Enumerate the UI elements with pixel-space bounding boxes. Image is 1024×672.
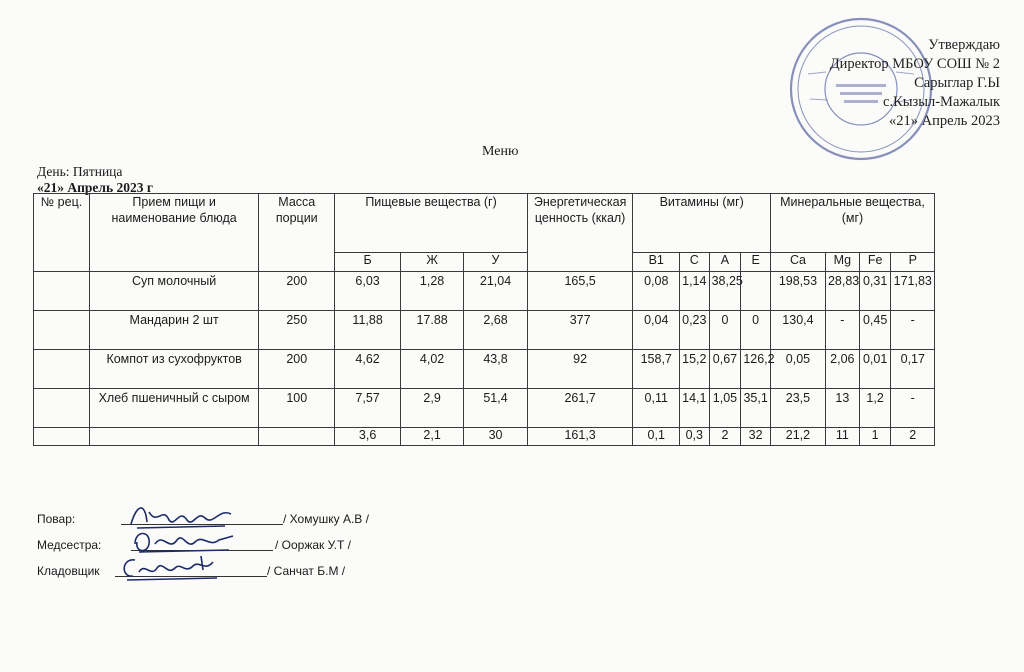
approval-line: Директор МБОУ СОШ № 2 bbox=[829, 56, 1000, 72]
total-mass-cell bbox=[259, 428, 335, 446]
fat-cell: 4,02 bbox=[400, 350, 463, 389]
total-p-cell: 2 bbox=[891, 428, 935, 446]
a-cell: 0,67 bbox=[709, 350, 741, 389]
rec-cell bbox=[34, 389, 90, 428]
table-row bbox=[34, 389, 935, 428]
energy-cell: 261,7 bbox=[527, 389, 633, 428]
signature-name: / Хомушку А.В / bbox=[283, 512, 369, 526]
p-cell: 0,17 bbox=[891, 350, 935, 389]
signature-name: / Санчат Б.М / bbox=[267, 564, 346, 578]
fe-cell: 1,2 bbox=[859, 389, 891, 428]
energy-cell: 377 bbox=[527, 311, 633, 350]
a-cell: 1,05 bbox=[709, 389, 741, 428]
signature-role: Повар: bbox=[37, 512, 76, 526]
fat-cell: 17.88 bbox=[400, 311, 463, 350]
header-row bbox=[34, 194, 935, 253]
ca-cell: 0,05 bbox=[770, 350, 825, 389]
total-fat-cell: 2,1 bbox=[400, 428, 463, 446]
signature-name: / Ооржак У.Т / bbox=[275, 538, 351, 552]
protein-cell: 4,62 bbox=[335, 350, 401, 389]
total-fe-cell: 1 bbox=[859, 428, 891, 446]
c-cell: 1,14 bbox=[680, 272, 710, 311]
approval-line: Сарыглар Г.Ы bbox=[914, 75, 1000, 91]
b1-cell: 158,7 bbox=[633, 350, 680, 389]
subheader: У bbox=[464, 253, 527, 272]
p-cell: 171,83 bbox=[891, 272, 935, 311]
dish-cell: Суп молочный bbox=[90, 272, 259, 311]
carb-cell: 43,8 bbox=[464, 350, 527, 389]
p-cell: - bbox=[891, 311, 935, 350]
rec-cell bbox=[34, 311, 90, 350]
total-protein-cell: 3,6 bbox=[335, 428, 401, 446]
subheader: Fe bbox=[859, 253, 891, 272]
table-row bbox=[34, 350, 935, 389]
dish-header: Прием пищи и наименование блюда bbox=[90, 194, 259, 272]
energy-cell: 165,5 bbox=[527, 272, 633, 311]
table-row bbox=[34, 272, 935, 311]
total-energy-cell: 161,3 bbox=[527, 428, 633, 446]
a-cell: 38,25 bbox=[709, 272, 741, 311]
mg-cell: 13 bbox=[825, 389, 859, 428]
fat-cell: 2,9 bbox=[400, 389, 463, 428]
energy-header: Энергетическая ценность (ккал) bbox=[527, 194, 633, 272]
fe-cell: 0,01 bbox=[859, 350, 891, 389]
page-title: Меню bbox=[482, 144, 519, 159]
carb-cell: 51,4 bbox=[464, 389, 527, 428]
carb-cell: 21,04 bbox=[464, 272, 527, 311]
ca-cell: 130,4 bbox=[770, 311, 825, 350]
total-b1-cell: 0,1 bbox=[633, 428, 680, 446]
subheader: C bbox=[680, 253, 710, 272]
total-c-cell: 0,3 bbox=[680, 428, 710, 446]
c-cell: 14,1 bbox=[680, 389, 710, 428]
rec-cell bbox=[34, 350, 90, 389]
a-cell: 0 bbox=[709, 311, 741, 350]
subheader: B1 bbox=[633, 253, 680, 272]
subheader: Mg bbox=[825, 253, 859, 272]
fat-cell: 1,28 bbox=[400, 272, 463, 311]
fe-cell: 0,31 bbox=[859, 272, 891, 311]
total-ca-cell: 21,2 bbox=[770, 428, 825, 446]
b1-cell: 0,04 bbox=[633, 311, 680, 350]
total-e-cell: 32 bbox=[741, 428, 771, 446]
date-label: «21» Апрель 2023 г bbox=[37, 180, 153, 195]
total-rec-cell bbox=[34, 428, 90, 446]
fe-cell: 0,45 bbox=[859, 311, 891, 350]
e-cell: 0 bbox=[741, 311, 771, 350]
mass-cell: 200 bbox=[259, 350, 335, 389]
e-cell: 35,1 bbox=[741, 389, 771, 428]
total-dish-cell bbox=[90, 428, 259, 446]
signature-scribble bbox=[117, 550, 227, 584]
ca-cell: 23,5 bbox=[770, 389, 825, 428]
nutrients-header: Пищевые вещества (г) bbox=[335, 194, 527, 253]
carb-cell: 2,68 bbox=[464, 311, 527, 350]
c-cell: 15,2 bbox=[680, 350, 710, 389]
signature-role: Медсестра: bbox=[37, 538, 102, 552]
day-label: День: Пятница bbox=[37, 164, 123, 179]
subheader: Б bbox=[335, 253, 401, 272]
rec-header: № рец. bbox=[34, 194, 90, 272]
signature-role: Кладовщик bbox=[37, 564, 100, 578]
dish-cell: Мандарин 2 шт bbox=[90, 311, 259, 350]
table-row bbox=[34, 311, 935, 350]
approval-line: Утверждаю bbox=[928, 37, 1000, 53]
e-cell: 126,2 bbox=[741, 350, 771, 389]
mg-cell: 28,83 bbox=[825, 272, 859, 311]
minerals-header: Минеральные вещества, (мг) bbox=[770, 194, 934, 253]
protein-cell: 7,57 bbox=[335, 389, 401, 428]
ca-cell: 198,53 bbox=[770, 272, 825, 311]
total-mg-cell: 11 bbox=[825, 428, 859, 446]
mass-header: Масса порции bbox=[259, 194, 335, 272]
approval-line: «21» Апрель 2023 bbox=[888, 113, 1000, 129]
approval-block bbox=[776, 36, 1000, 131]
e-cell bbox=[741, 272, 771, 311]
subheader: P bbox=[891, 253, 935, 272]
mass-cell: 100 bbox=[259, 389, 335, 428]
c-cell: 0,23 bbox=[680, 311, 710, 350]
b1-cell: 0,11 bbox=[633, 389, 680, 428]
p-cell: - bbox=[891, 389, 935, 428]
dish-cell: Хлеб пшеничный с сыром bbox=[90, 389, 259, 428]
protein-cell: 11,88 bbox=[335, 311, 401, 350]
rec-cell bbox=[34, 272, 90, 311]
subheader: Ж bbox=[400, 253, 463, 272]
protein-cell: 6,03 bbox=[335, 272, 401, 311]
subheader: A bbox=[709, 253, 741, 272]
mass-cell: 200 bbox=[259, 272, 335, 311]
mg-cell: 2,06 bbox=[825, 350, 859, 389]
total-carb-cell: 30 bbox=[464, 428, 527, 446]
dish-cell: Компот из сухофруктов bbox=[90, 350, 259, 389]
mg-cell: - bbox=[825, 311, 859, 350]
energy-cell: 92 bbox=[527, 350, 633, 389]
menu-table bbox=[33, 193, 935, 446]
vitamins-header: Витамины (мг) bbox=[633, 194, 770, 253]
b1-cell: 0,08 bbox=[633, 272, 680, 311]
mass-cell: 250 bbox=[259, 311, 335, 350]
approval-line: с.Кызыл-Мажалык bbox=[883, 94, 1000, 110]
total-row bbox=[34, 428, 935, 446]
subheader: E bbox=[741, 253, 771, 272]
subheader: Ca bbox=[770, 253, 825, 272]
total-a-cell: 2 bbox=[709, 428, 741, 446]
